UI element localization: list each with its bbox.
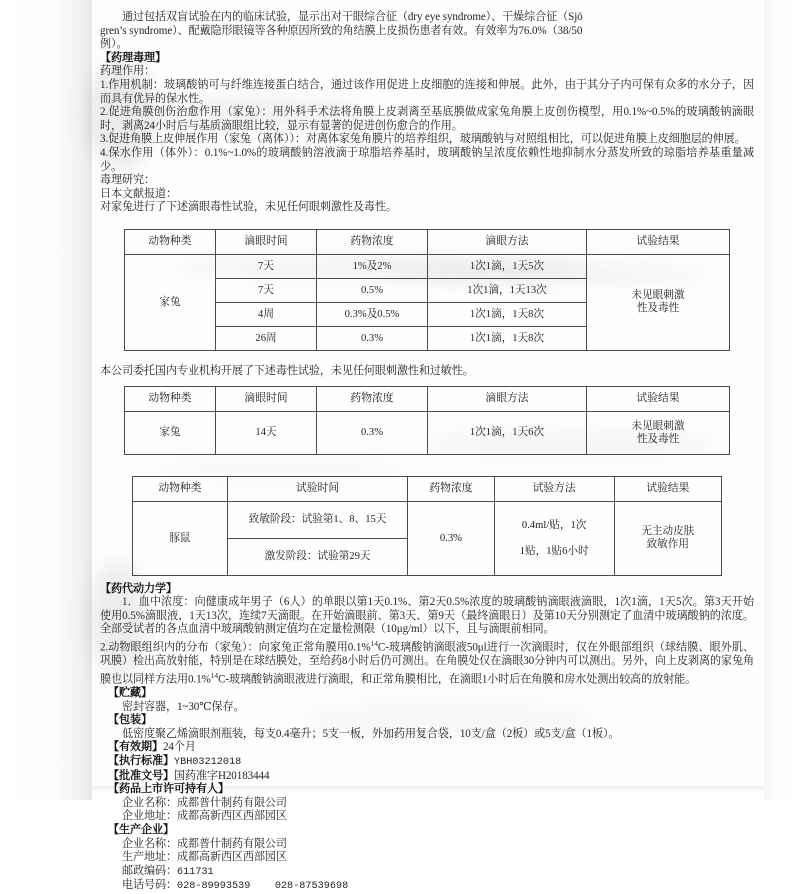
storage-heading: 【贮藏】 (108, 687, 152, 700)
mah-heading-row (100, 783, 754, 797)
cell-test-result (587, 411, 730, 454)
cell-method: 1次1滴，1天6次 (428, 411, 587, 454)
intro-line-1: 通过包括双盲试验在内的临床试验，显示出对干眼综合征（dry eye syndrome）、干燥综合征（Sjö (122, 11, 583, 23)
page-right-margin (764, 0, 800, 800)
mah-company-label: 企业名称： (122, 796, 177, 809)
col-animal-species: 动物种类 (125, 386, 216, 411)
cell-concentration: 0.5% (317, 278, 428, 302)
manufacturer-heading: 【生产企业】 (108, 823, 174, 836)
pharmacology-item-3: 3.促进角膜上皮伸展作用（家兔（离体））：对离体家兔角膜片的培养组织，玻璃酸钠与对照组相比，可以促进角膜上皮细胞层的伸展。 (100, 133, 746, 146)
table-row (133, 501, 722, 538)
result-line-2: 性及毒性 (636, 433, 680, 445)
cell-concentration: 0.3% (317, 411, 428, 454)
cell-animal-species: 家兔 (125, 254, 216, 350)
manufacturer-phone-row (100, 879, 754, 894)
table-row (125, 411, 730, 454)
shelf-life-row (100, 741, 754, 755)
mah-address-value: 成都高新西区西部园区 (176, 810, 287, 823)
cell-method (494, 501, 614, 575)
insert-footer (92, 687, 764, 894)
packaging-heading: 【包装】 (108, 714, 152, 727)
pharmacology-section (92, 52, 764, 79)
approval-row (100, 770, 754, 784)
col-instillation-method: 滴眼方法 (428, 229, 587, 254)
toxicology-source: 日本文献报道： (100, 187, 177, 200)
mah-company-row (100, 797, 754, 811)
col-drug-concentration: 药物浓度 (317, 229, 428, 254)
manufacturer-heading-row (100, 824, 754, 838)
phone-separator (250, 881, 274, 892)
method-line-1: 0.4ml/贴，1次 (521, 519, 587, 531)
result-line-1: 未见眼刺激 (631, 290, 685, 302)
clinical-trial-intro (92, 11, 764, 52)
sensitization-table (132, 476, 722, 576)
toxicology-intro: 对家兔进行了下述滴眼毒性试验，未见任何眼刺激性及毒性。 (100, 201, 397, 214)
mah-address-label: 企业地址： (122, 810, 177, 823)
postcode-label: 邮政编码： (122, 864, 177, 877)
toxicity-table-2 (124, 386, 730, 455)
cell-method: 1次1滴，1天13次 (428, 278, 587, 302)
col-animal-species: 动物种类 (125, 229, 216, 254)
shelf-life-value: 24个月 (162, 741, 196, 754)
cell-concentration: 1%及2% (317, 254, 428, 278)
approval-heading: 【批准文号】 (108, 769, 174, 782)
cell-duration: 4周 (216, 302, 317, 326)
col-test-result: 试验结果 (587, 386, 730, 411)
cell-concentration: 0.3% (317, 326, 428, 350)
result-line-2: 致敏作用 (646, 539, 689, 550)
mah-heading: 【药品上市许可持有人】 (108, 783, 229, 796)
pharmacology-item-4: 4.保水作用（体外）：0.1%~1.0%的玻璃酸钠溶液滴于琼脂培养基时，玻璃酸钠呈浓度依赖性地抑制水分蒸发所致的琼脂培养基重量减少。 (100, 146, 754, 173)
pharmacology-item-1: 1.作用机制：玻璃酸钠可与纤维连接蛋白结合，通过该作用促进上皮细胞的连接和伸展。此外，由于其分子内可保有众多的水分子，因而具有优异的保水性。 (100, 78, 754, 105)
toxicity-table-2-wrap (92, 386, 764, 455)
manufacturer-company-value: 成都普什制药有限公司 (176, 837, 287, 850)
toxicology-heading: 毒理研究： (100, 174, 155, 187)
intro-line-2: gren’s syndrome）、配戴隐形眼镜等各种原因所致的角结膜上皮损伤患者有效。有效率为76.0%（38/50 (100, 24, 583, 37)
col-test-result: 试验结果 (587, 229, 730, 254)
manufacturer-company-row (100, 838, 754, 852)
mah-address-row (100, 810, 754, 824)
col-test-time: 试验时间 (227, 476, 407, 501)
cell-sensitization-phase: 致敏阶段：试验第1、8、15天 (227, 501, 407, 538)
result-line-1: 未见眼刺激 (631, 420, 685, 432)
pharmacology-item-2: 2.促进角膜创伤治愈作用（家兔）：用外科手术法将角膜上皮剥离至基底膜做成家兔角膜上皮创伤模型，用0.1%~0.5%的玻璃酸钠滴眼时，剥离24小时后与基质滴眼组比较，显示有显著的促进创伤愈合的作用。 (100, 106, 754, 132)
col-drug-concentration: 药物浓度 (317, 386, 428, 411)
postcode-value: 611731 (176, 866, 214, 878)
manufacturer-address-value: 成都高新西区西部园区 (176, 851, 287, 864)
storage-heading-row (100, 687, 754, 701)
cell-duration: 7天 (216, 278, 317, 302)
table-row (125, 254, 730, 278)
page-left-margin (0, 0, 92, 800)
cell-challenge-phase: 激发阶段：试验第29天 (227, 538, 407, 575)
toxicity-table-1 (124, 229, 730, 351)
cell-concentration: 0.3% (408, 501, 495, 575)
phone-value-2: 028-87539698 (274, 881, 349, 893)
intro-line-3: 例）。 (100, 38, 128, 51)
col-test-method: 试验方法 (494, 476, 614, 501)
insert-body (92, 0, 764, 893)
table-header-row (125, 229, 730, 254)
col-test-result: 试验结果 (614, 476, 721, 501)
sensitization-table-wrap (92, 476, 764, 576)
cell-animal-species: 家兔 (125, 411, 216, 454)
domestic-toxicity-intro: 本公司委托国内专业机构开展了下述毒性试验，未见任何眼刺激性和过敏性。 (100, 364, 474, 377)
col-instillation-duration: 滴眼时间 (216, 229, 317, 254)
phone-label: 电话号码： (122, 879, 177, 892)
result-line-1: 无主动皮肤 (641, 526, 695, 537)
pharmacology-heading: 【药理毒理】 (100, 51, 166, 64)
col-animal-species: 动物种类 (133, 476, 228, 501)
standard-heading: 【执行标准】 (108, 755, 174, 767)
manufacturer-address-row (100, 851, 754, 865)
carbon-14-superscript: 14 (210, 670, 219, 680)
packaging-value: 低密度聚乙烯滴眼剂瓶装，每支0.4毫升；5支一板，外加药用复合袋，10支/盒（2板）或5支/盒（1板）。 (122, 727, 620, 740)
storage-value: 密封容器，1~30℃保存。 (122, 700, 245, 713)
packaging-heading-row (100, 714, 754, 728)
cell-duration: 7天 (216, 254, 317, 278)
method-line-2: 1贴，1贴6小时 (519, 545, 589, 557)
col-instillation-method: 滴眼方法 (428, 386, 587, 411)
pharmacokinetics-item-2 (92, 637, 764, 687)
cell-concentration: 0.3%及0.5% (317, 302, 428, 326)
pk-item2-part-a: 2.动物眼组织内的分布（家兔）：向家兔正常角膜用0.1% (100, 641, 371, 654)
cell-duration: 26周 (216, 326, 317, 350)
col-instillation-duration: 滴眼时间 (216, 386, 317, 411)
cell-duration: 14天 (216, 411, 317, 454)
cell-method: 1次1滴，1天8次 (428, 326, 587, 350)
standard-row (100, 755, 754, 770)
cell-method: 1次1滴，1天8次 (428, 302, 587, 326)
manufacturer-address-label: 生产地址： (122, 851, 177, 864)
pharmacokinetics-section (92, 583, 764, 597)
pharmacokinetics-item-1: 1．血中浓度：向健康成年男子（6人）的单眼以第1天0.1%、第2天0.5%浓度的玻璃酸钠滴眼液滴眼，1次1滴，1天5次。第3天开始使用0.5%滴眼液，1天13次，连续7天滴眼。在开始滴眼前、第3天、第9天（最终滴眼日）及第10天分别测定了血清中玻璃酸钠的浓度。全部受试者的各点血清中玻璃酸钠测定值均在定量检测限（10μg/ml）以下，且与滴眼前相同。 (100, 596, 754, 636)
approval-value: 国药准字H20183444 (173, 769, 270, 782)
manufacturer-postcode-row (100, 865, 754, 880)
phone-value-1: 028-89993539 (176, 881, 251, 893)
col-drug-concentration: 药物浓度 (408, 476, 495, 501)
pharmacokinetics-heading: 【药代动力学】 (100, 582, 177, 595)
carbon-14-superscript: 14 (370, 638, 378, 648)
shelf-life-heading: 【有效期】 (108, 741, 163, 754)
cell-animal-species: 豚鼠 (133, 501, 228, 575)
table-header-row (125, 386, 730, 411)
toxicity-table-1-wrap (92, 229, 764, 351)
cell-test-result (587, 254, 730, 350)
mah-company-value: 成都普什制药有限公司 (176, 796, 287, 809)
cell-test-result (614, 501, 721, 575)
pk-item2-part-b: C-玻璃酸钠滴眼液50μl进行一次滴眼时，仅在外眼部组织（球结膜、眼外肌、巩膜）检出高放射能，特别是在球结膜处，至给药8小时后仍可测出。在角膜处仅在滴眼30分钟内可以测出。另外，向上皮剥离的家兔角膜也以同样方法用0.1% (100, 641, 754, 686)
cell-method: 1次1滴，1天5次 (428, 254, 587, 278)
standard-value: YBH03212018 (173, 757, 242, 768)
result-line-2: 性及毒性 (636, 303, 680, 315)
pharmacology-subheading: 药理作用： (100, 65, 155, 78)
pk-item2-part-c: C-玻璃酸钠滴眼液进行滴眼，和正常角膜相比，在滴眼1小时后在角膜和房水处测出较高的放射能。 (218, 673, 697, 686)
table-header-row (133, 476, 722, 501)
manufacturer-company-label: 企业名称： (122, 837, 177, 850)
